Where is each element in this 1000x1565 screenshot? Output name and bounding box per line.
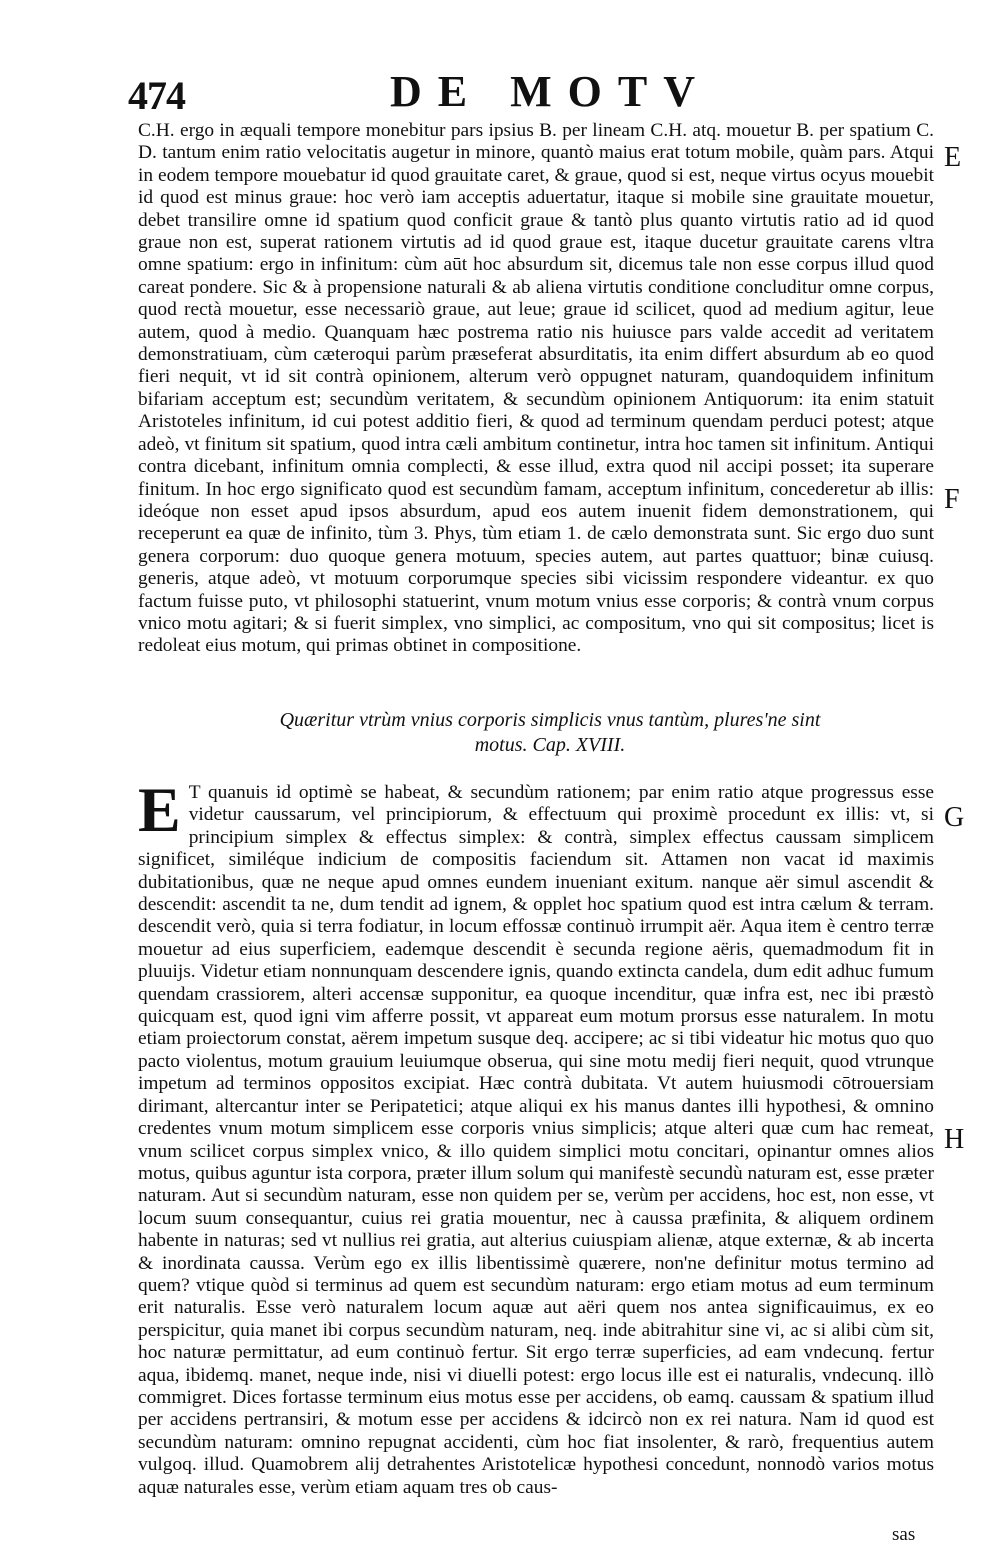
text-block-1 — [138, 120, 934, 658]
paragraph: T quanuis id optimè se habeat, & secundùm rationem; par enim ratio atque progressus esse videtur caussarum, vel principiorum, & effectuum qui proximè procedunt ex illis: vt, si principium simplex & effectus simplex: & contrà, simplex effectus caussam simplicem significet, similéque indicium de compositis faciendum sit. Attamen non vacat id maximis dubitationibus, quæ ne neque apud omnes eundem inueniant exitum. nanque aër simul ascendit & descendit: ascendit ta ne, dum tendit ad ignem, & opplet hoc spatium quod est intra cælum & terram. descendit verò, quia si terra fodiatur, in locum effossæ continuò irrumpit aër. Aqua item è centro terræ mouetur ad eius superficiem, eademque descendit è secunda regione aëris, quemadmodum fit in pluuijs. Videtur etiam nonnunquam descendere ignis, quando extincta candela, dum edit adhuc fumum quendam crassiorem, alteri accensæ supponitur, ea quoque incenditur, quæ infra est, nec ibi præstò quicquam est, quod igni vim afferre possit, vt appareat eum motum prorsus esse naturalem. In motu etiam proiectorum constat, aërem impetum susque deq. accipere; ac si tibi videatur hic motus quo quo pacto violentus, motum grauium leuiumque obserua, qui sine motu medij fieri nequit, quod vtrunque impetum ad terminos oppositos excipiat. Hæc contrà dubitata. Vt autem huiusmodi cōtrouersiam dirimant, altercantur inter se Peripatetici; atque aliqui ex his manus dantes illi hypothesi, & omnino credentes vnum motum simplicem esse corporis vnius simplicis; atque alteri quæ cum hac remeat, vnum scilicet corpus simplex vnico, & illo quidem simplici motu concitari, opinantur omnes alios motus, quibus aguntur ista corpora, præter illum solum qui manifestè secundù naturam est, esse præter naturam. Aut si secundùm naturam, esse non quidem per se, verùm per accidens, hoc est, non esse, vt locum suum consequantur, cuius rei gratia mouentur, nec à caussa præfinita, & aliquem ordinem habente in naturas; sed vt nullius rei gratia, aut alterius cuiuspiam alienæ, atque externæ, & ab incerta & inordinata caussa. Verùm ego ex illis libentissimè quærere, non'ne definitur motus termino ad quem? vtique quòd si terminus ad quem est secundùm naturam: ergo etiam motus ad eum terminum erit naturalis. Esse verò naturalem locum aquæ aut aëri quem nos antea significauimus, ex eo perspicitur, quia manet ibi corpus secundùm naturam, neq. inde abitrahitur sine vi, ac si alibi cùm sit, hoc naturæ permittatur, ad eum continuò fertur. Sit ergo terræ superficies, ad eam vndecunq. fertur aqua, ibidemq. manet, neque inde, nisi vi diuelli potest: ergo locus ille est ei naturalis, vndecunq. illò commigret. Dices fortasse terminum eius motus esse per accidens, ob eamq. caussam & spatium illud per accidens pertransiri, & motum esse per accidens & idcircò non ex rei natura. Nam id quod est secundùm naturam: omnino repugnat accidenti, cùm hoc fiat insolenter, & rarò, frequentius autem vulgoq. illud. Quamobrem alij detrahentes Aristotelicæ hypothesi concedunt, nonnodò varios motus aquæ naturales esse, verùm etiam aquam tres ob caus- — [138, 782, 934, 1498]
text-block-2 — [138, 774, 934, 1499]
chapter-heading — [230, 708, 870, 758]
margin-letter-e: E — [944, 142, 962, 173]
page-number: 474 — [128, 73, 185, 118]
margin-letter-h: H — [944, 1124, 965, 1155]
chapter-title-line-2: motus. Cap. XVIII. — [474, 734, 626, 756]
chapter-title-line-1: Quæritur vtrùm vnius corporis simplicis vnus tantùm, plures'ne sint — [279, 709, 821, 731]
margin-letter-f: F — [944, 484, 960, 515]
margin-letter-g: G — [944, 802, 965, 833]
running-head: DE MOTV — [390, 67, 711, 116]
paragraph: C.H. ergo in æquali tempore monebitur pars ipsius B. per lineam C.H. atq. mouetur B. per spatium C. D. tantum enim ratio velocitatis augetur in minore, quantò maius erat totum mobile, quàm pars. Atqui in eodem tempore mouebatur id quod grauitate caret, & graue, quod si est, neque virtus ocyus mouebit id quod est minus graue: hoc verò iam acceptis aduertatur, itaque si mobile sine grauitate mouetur, debet transilire omne id spatium quod conficit graue & tantò plus quanto virtutis ratio ad id quod graue non est, superat rationem virtutis ad id quod graue est, itaque ducetur grauitate carens vltra omne spatium: ergo in infinitum: cùm aūt hoc absurdum sit, dicemus tale non esse corpus illud quod careat pondere. Sic & à propensione naturali & ab aliena virtutis conditione concluditur omne corpus, quod rectà mouetur, esse necessariò graue, aut leue; graue id scilicet, quod ad medium agitur, leue autem, quod à medio. Quanquam hæc postrema ratio nis huiusce pars valde accedit ad veritatem demonstratiuam, cùm cæteroqui parùm præseferat absurditatis, ita enim differt absurdum ab eo quod fieri nequit, vt id sit contrà opinionem, alterum verò oppugnet naturam, quandoquidem infinitum bifariam acceptum est; secundùm veritatem, & secundùm opinionem Antiquorum: ita enim statuit Aristoteles infinitum, id cui potest additio fieri, & quod ad terminum quendam perduci potest; atque adeò, vt finitum sit spatium, quod intra cæli ambitum continetur, intra hoc tamen sit infinitum. Antiqui contra dicebant, infinitum omnia complecti, & esse illud, extra quod nil accipi posset; ita superare finitum. In hoc ergo significato quod est secundùm famam, acceptum infinitum, concederetur ab illis: ideóque non esset apud ipsos absurdum, apud eos autem inuenit fidem demonstrationem, qui receperunt ea quæ de infinito, tùm 3. Phys, tùm etiam 1. de cælo demonstrata sunt. Sic ergo duo sunt genera corporum: duo quoque genera motuum, species autem, aut partes quattuor; binæ cuiusq. generis, atque adeò, vt motuum corporumque species sibi vicissim respondere videantur. ex quo factum fuisse puto, vt philosophi statuerint, vnum motum vnius esse corporis; & contrà vnum corpus vnico motu agitari; & si fuerit simplex, vno simplici, ac compositum, vno qui sit compositus; licet is redoleat eius motum, qui primas obtinet in compositione. — [138, 120, 934, 657]
drop-cap: E — [138, 774, 181, 845]
catchword: sas — [892, 1524, 916, 1545]
